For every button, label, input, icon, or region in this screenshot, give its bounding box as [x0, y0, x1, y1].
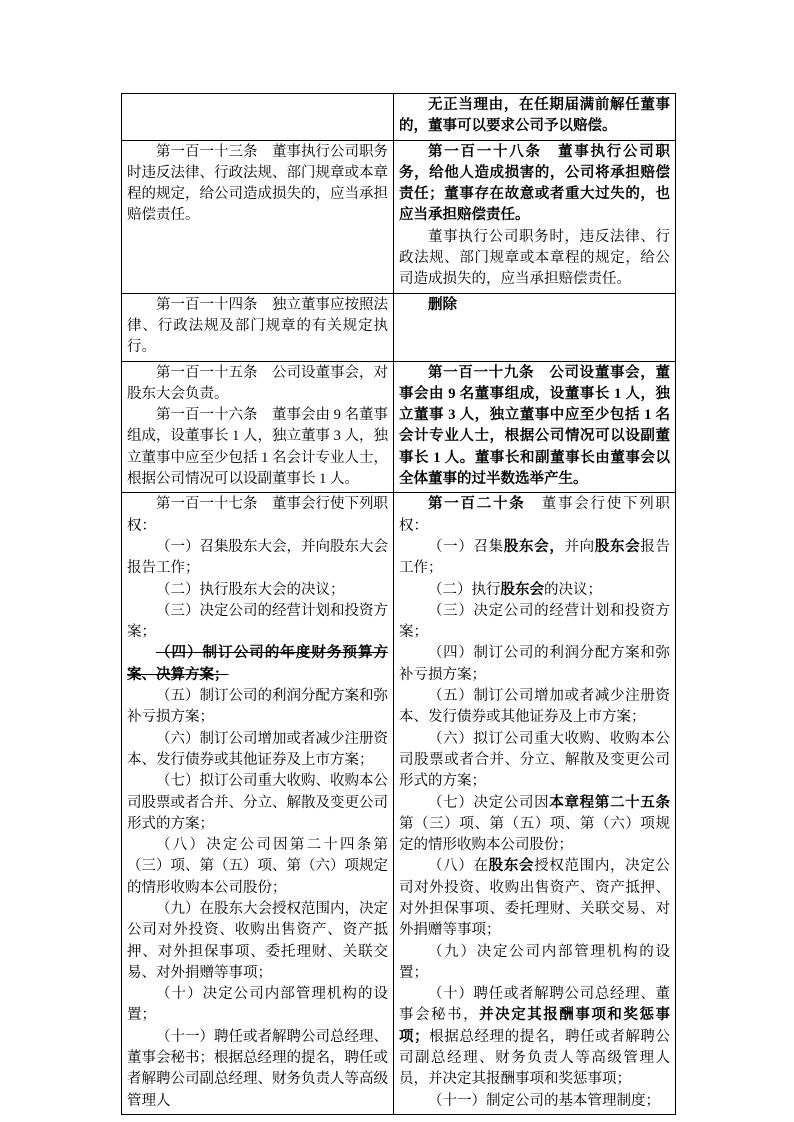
- cell-old-article: [122, 94, 394, 141]
- paragraph: [127, 363, 388, 406]
- paragraph: [399, 537, 670, 580]
- paragraph: [399, 142, 670, 227]
- table-row: [122, 361, 676, 493]
- text-run: （四）制订公司的年度财务预算方案、决算方案；: [127, 645, 388, 683]
- text-run: （六）制订公司增加或者减少注册资本、发行债券或其他证券及上市方案；: [127, 730, 388, 768]
- text-run: （三）决定公司的经营计划和投资方案；: [127, 602, 388, 641]
- text-run: 第一百一十七条 董事会行使下列职权：: [127, 496, 388, 534]
- text-run: （一）召集股东大会，并向股东大会报告工作；: [127, 538, 388, 577]
- text-run: 董事会行使下列职权：: [399, 496, 670, 534]
- paragraph: [399, 686, 670, 729]
- text-run: 无正当理由，在任期届满前解任董事的，董事可以要求公司予以赔偿。: [399, 97, 670, 135]
- text-run: 股东会，: [503, 538, 565, 555]
- text-run: （十）决定公司内部管理机构的设置；: [127, 986, 388, 1024]
- text-run: 股东会: [594, 538, 641, 555]
- text-run: 第一百一十六条 董事会由 9 名董事组成，设董事长 1 人，独立董事 3 人，独立董事中应至少包括 1 名会计专业人士，根据公司情况可以设副董事长 1 人。: [127, 407, 388, 488]
- cell-old-article: [122, 140, 394, 293]
- text-run: 股东会: [500, 581, 544, 598]
- paragraph: [127, 1027, 388, 1112]
- paragraph: [127, 729, 388, 772]
- text-run: 根据总经理的提名，聘任或者解聘公司副总经理、财务负责人等高级管理人员，并决定其报酬事项和奖惩事项；: [399, 1028, 671, 1088]
- table-row: [122, 140, 676, 293]
- text-run: 本章程第二十五条: [549, 794, 671, 811]
- text-run: （十一）制定公司的基本管理制度；: [428, 1092, 660, 1109]
- text-run: （四）制订公司的利润分配方案和弥补亏损方案；: [399, 645, 670, 683]
- paragraph: [399, 729, 670, 793]
- paragraph: [127, 899, 388, 984]
- paragraph: [399, 227, 670, 291]
- paragraph: [399, 601, 670, 644]
- paragraph: [399, 363, 670, 491]
- text-run: （一）召集: [428, 538, 504, 555]
- cell-old-article: [122, 361, 394, 493]
- cell-old-article: [122, 293, 394, 361]
- text-run: （十）聘任或者解聘公司总经理、董事会秘书，: [399, 986, 670, 1024]
- cell-revised-article: [394, 293, 676, 361]
- table-row: [122, 94, 676, 141]
- text-run: 股东会: [488, 858, 535, 875]
- paragraph: [399, 95, 670, 138]
- text-run: 第一百一十三条 董事执行公司职务时违反法律、行政法规、部门规章或本章程的规定，给公司造成损失的，应当承担赔偿责任。: [127, 143, 388, 224]
- cell-revised-article: [394, 493, 676, 1115]
- comparison-table: [121, 93, 676, 1115]
- cell-revised-article: [394, 361, 676, 493]
- text-run: （三）决定公司的经营计划和投资方案；: [399, 602, 670, 641]
- cell-revised-article: [394, 140, 676, 293]
- paragraph: [399, 856, 670, 941]
- paragraph: [127, 295, 388, 359]
- paragraph: [127, 142, 388, 227]
- text-run: 并决定其报酬事项和奖惩事项；: [399, 1007, 670, 1045]
- text-run: 第一百二十条: [428, 496, 526, 513]
- text-run: （十一）聘任或者解聘公司总经理、董事会秘书；根据总经理的提名，聘任或者解聘公司副总经理、财务负责人等高级管理人: [127, 1028, 388, 1109]
- paragraph: [127, 601, 388, 644]
- text-run: 董事执行公司职务时，违反法律、行政法规、部门规章或本章程的规定，给公司造成损失的，应当承担赔偿责任。: [399, 228, 670, 288]
- paragraph: [399, 494, 670, 537]
- table-row: [122, 293, 676, 361]
- paragraph: [399, 1091, 670, 1112]
- text-run: （二）执行股东大会的决议；: [156, 581, 345, 598]
- text-run: （九）决定公司内部管理机构的设置；: [399, 943, 670, 981]
- paragraph: [127, 686, 388, 729]
- paragraph: [399, 984, 670, 1090]
- paragraph: [399, 580, 670, 601]
- text-run: 删除: [428, 296, 457, 313]
- text-run: 第一百一十四条 独立董事应按照法律、行政法规及部门规章的有关规定执行。: [127, 296, 388, 356]
- text-run: 第一百一十八条 董事执行公司职务，给他人造成损害的，公司将承担赔偿责任；董事存在故意或者重大过失的，也应当承担赔偿责任。: [399, 143, 670, 224]
- paragraph: [399, 643, 670, 686]
- text-run: （七）拟订公司重大收购、收购本公司股票或者合并、分立、解散及变更公司形式的方案；: [127, 773, 388, 832]
- paragraph: [127, 580, 388, 601]
- text-run: （六）拟订公司重大收购、收购本公司股票或者合并、分立、解散及变更公司形式的方案；: [399, 730, 670, 790]
- paragraph: [127, 835, 388, 899]
- text-run: （八）决定公司因第二十四条第 （三）项、第（五）项、第（六）项规定的情形收购本公司股份；: [127, 837, 388, 896]
- text-run: 的决议；: [544, 581, 602, 598]
- text-run: （八）在: [428, 858, 489, 875]
- table-row: [122, 493, 676, 1115]
- paragraph: [127, 494, 388, 537]
- cell-revised-article: [394, 94, 676, 141]
- text-run: 并向: [564, 538, 595, 555]
- text-run: 授权范围内，决定公司对外投资、收购出售资产、资产抵押、对外担保事项、委托理财、关联交易、对外捐赠等事项；: [399, 858, 671, 939]
- text-run: （七）决定公司因: [428, 794, 550, 811]
- text-run: （五）制订公司的利润分配方案和弥补亏损方案；: [127, 688, 388, 726]
- paragraph: [399, 793, 670, 857]
- paragraph: [127, 984, 388, 1027]
- text-run: （九）在股东大会授权范围内，决定公司对外投资、收购出售资产、资产抵押、对外担保事项、委托理财、关联交易、对外捐赠等事项；: [127, 900, 388, 981]
- paragraph: [127, 771, 388, 835]
- paragraph: [127, 643, 388, 686]
- paragraph: [127, 405, 388, 490]
- text-run: （五）制订公司增加或者减少注册资本、发行债券或其他证券及上市方案；: [399, 688, 670, 726]
- text-run: （二）执行: [428, 581, 501, 598]
- text-run: 报告工作；: [399, 538, 671, 577]
- diff-table-body: [122, 94, 676, 1115]
- cell-old-article: [122, 493, 394, 1115]
- text-run: 第（三）项、第（五）项、第（六）项规定的情形收购本公司股份；: [399, 815, 670, 854]
- paragraph: [127, 537, 388, 580]
- paragraph: [399, 295, 670, 316]
- paragraph: [399, 942, 670, 985]
- text-run: 第一百一十五条 公司设董事会，对股东大会负责。: [127, 364, 388, 402]
- text-run: 第一百一十九条 公司设董事会，董事会由 9 名董事组成，设董事长 1 人，独立董事 3 人，独立董事中应至少包括 1 名会计专业人士，根据公司情况可以设副董事长 1 人。董事长和副董事长由董事会以全体董事的过半数选举产生。: [399, 364, 670, 488]
